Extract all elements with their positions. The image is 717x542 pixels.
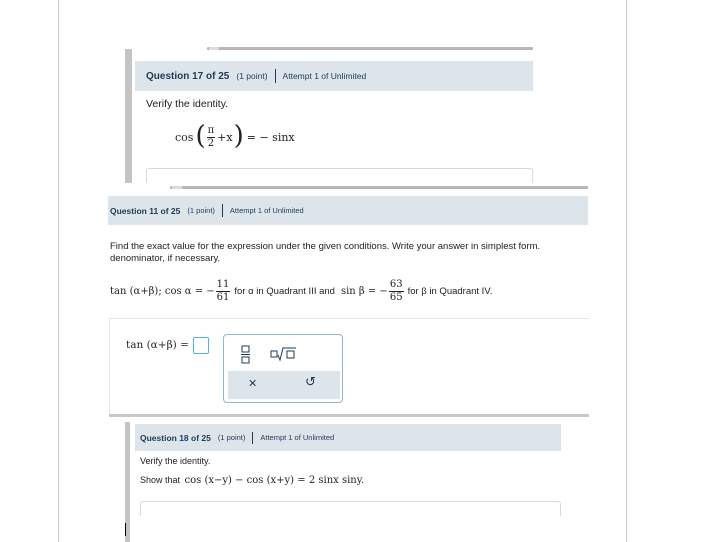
cos-numerator: 11 — [216, 278, 230, 290]
question-17-panel — [125, 47, 535, 183]
identity-expression: cos (x−y) − cos (x+y) = 2 sinx siny. — [184, 475, 365, 486]
question-11-given — [110, 276, 492, 306]
undo-icon[interactable]: ↺ — [305, 375, 316, 390]
eq-rhs: = − sinx — [246, 130, 295, 144]
eq-cos: cos — [175, 130, 194, 144]
question-17-header — [135, 61, 533, 91]
clear-icon[interactable]: ✕ — [248, 378, 258, 390]
prompt-line-1: Find the exact value for the expression under the given conditions. Write your answer in simplest form. — [110, 241, 541, 252]
sin-fraction — [389, 280, 404, 303]
fraction-icon — [239, 344, 253, 364]
two-denominator: 2 — [207, 137, 215, 149]
page-right-edge — [626, 0, 627, 542]
fraction-template-button[interactable] — [239, 344, 253, 364]
question-11-answer-bottom — [109, 414, 589, 417]
question-17-attempt: Attempt 1 of Unlimited — [282, 71, 367, 81]
sin-numerator: 63 — [389, 278, 403, 290]
given-beta-quadrant: for β in Quadrant IV. — [407, 285, 493, 297]
question-17-answer-area[interactable] — [146, 168, 533, 183]
prompt-line-2: denominator, if necessary. — [110, 252, 221, 264]
cos-denominator: 61 — [216, 291, 230, 303]
question-17-scroll-handle[interactable] — [209, 47, 219, 50]
question-17-equation — [175, 122, 295, 152]
question-18-answer-area[interactable] — [140, 501, 561, 516]
pi-over-two — [207, 126, 216, 149]
page-left-edge — [58, 0, 59, 542]
header-separator — [252, 432, 253, 444]
eq-plus-x: +x — [217, 130, 233, 144]
text-cursor — [125, 523, 126, 536]
left-paren: ( — [195, 120, 206, 151]
question-18-title: Question 18 of 25 — [140, 432, 211, 443]
question-17-sidebar — [125, 49, 132, 183]
question-11-attempt: Attempt 1 of Unlimited — [229, 206, 304, 215]
question-11-points: (1 point) — [187, 206, 215, 215]
answer-input[interactable] — [193, 337, 209, 354]
question-18-prompt: Verify the identity. — [140, 456, 211, 466]
palette-action-bar — [228, 371, 340, 399]
question-11-panel — [108, 184, 590, 418]
header-separator — [222, 204, 223, 217]
question-11-answer-area — [109, 318, 589, 416]
question-18-attempt: Attempt 1 of Unlimited — [260, 433, 335, 442]
question-18-panel — [125, 418, 565, 542]
question-17-points: (1 point) — [236, 71, 268, 81]
question-17-title: Question 17 of 25 — [146, 70, 230, 82]
sin-denominator: 65 — [389, 291, 403, 303]
mixed-radical-button[interactable] — [270, 344, 298, 364]
question-18-statement — [140, 475, 364, 486]
pi-symbol: π — [207, 124, 215, 136]
question-11-header — [108, 196, 588, 225]
answer-row — [126, 335, 209, 355]
question-18-points: (1 point) — [217, 433, 246, 442]
header-separator — [275, 69, 276, 83]
answer-label: tan (α+β) = — [126, 339, 189, 351]
question-11-title: Question 11 of 25 — [110, 205, 181, 216]
question-17-top-scrollbar[interactable] — [207, 47, 533, 50]
radical-icon — [270, 344, 298, 364]
given-tan-cos: tan (α+β); cos α = − — [110, 285, 215, 297]
cos-fraction — [216, 280, 231, 303]
right-paren: ) — [233, 120, 244, 151]
question-17-prompt: Verify the identity. — [146, 98, 229, 110]
question-18-header — [135, 424, 561, 451]
question-11-prompt — [110, 241, 592, 264]
question-11-scroll-handle[interactable] — [172, 186, 182, 189]
math-palette — [223, 334, 343, 403]
given-alpha-quadrant: for α in Quadrant III and — [234, 285, 335, 297]
given-sin: sin β = − — [340, 285, 388, 297]
show-that-label: Show that — [140, 475, 181, 485]
question-11-top-scrollbar[interactable] — [170, 186, 588, 189]
